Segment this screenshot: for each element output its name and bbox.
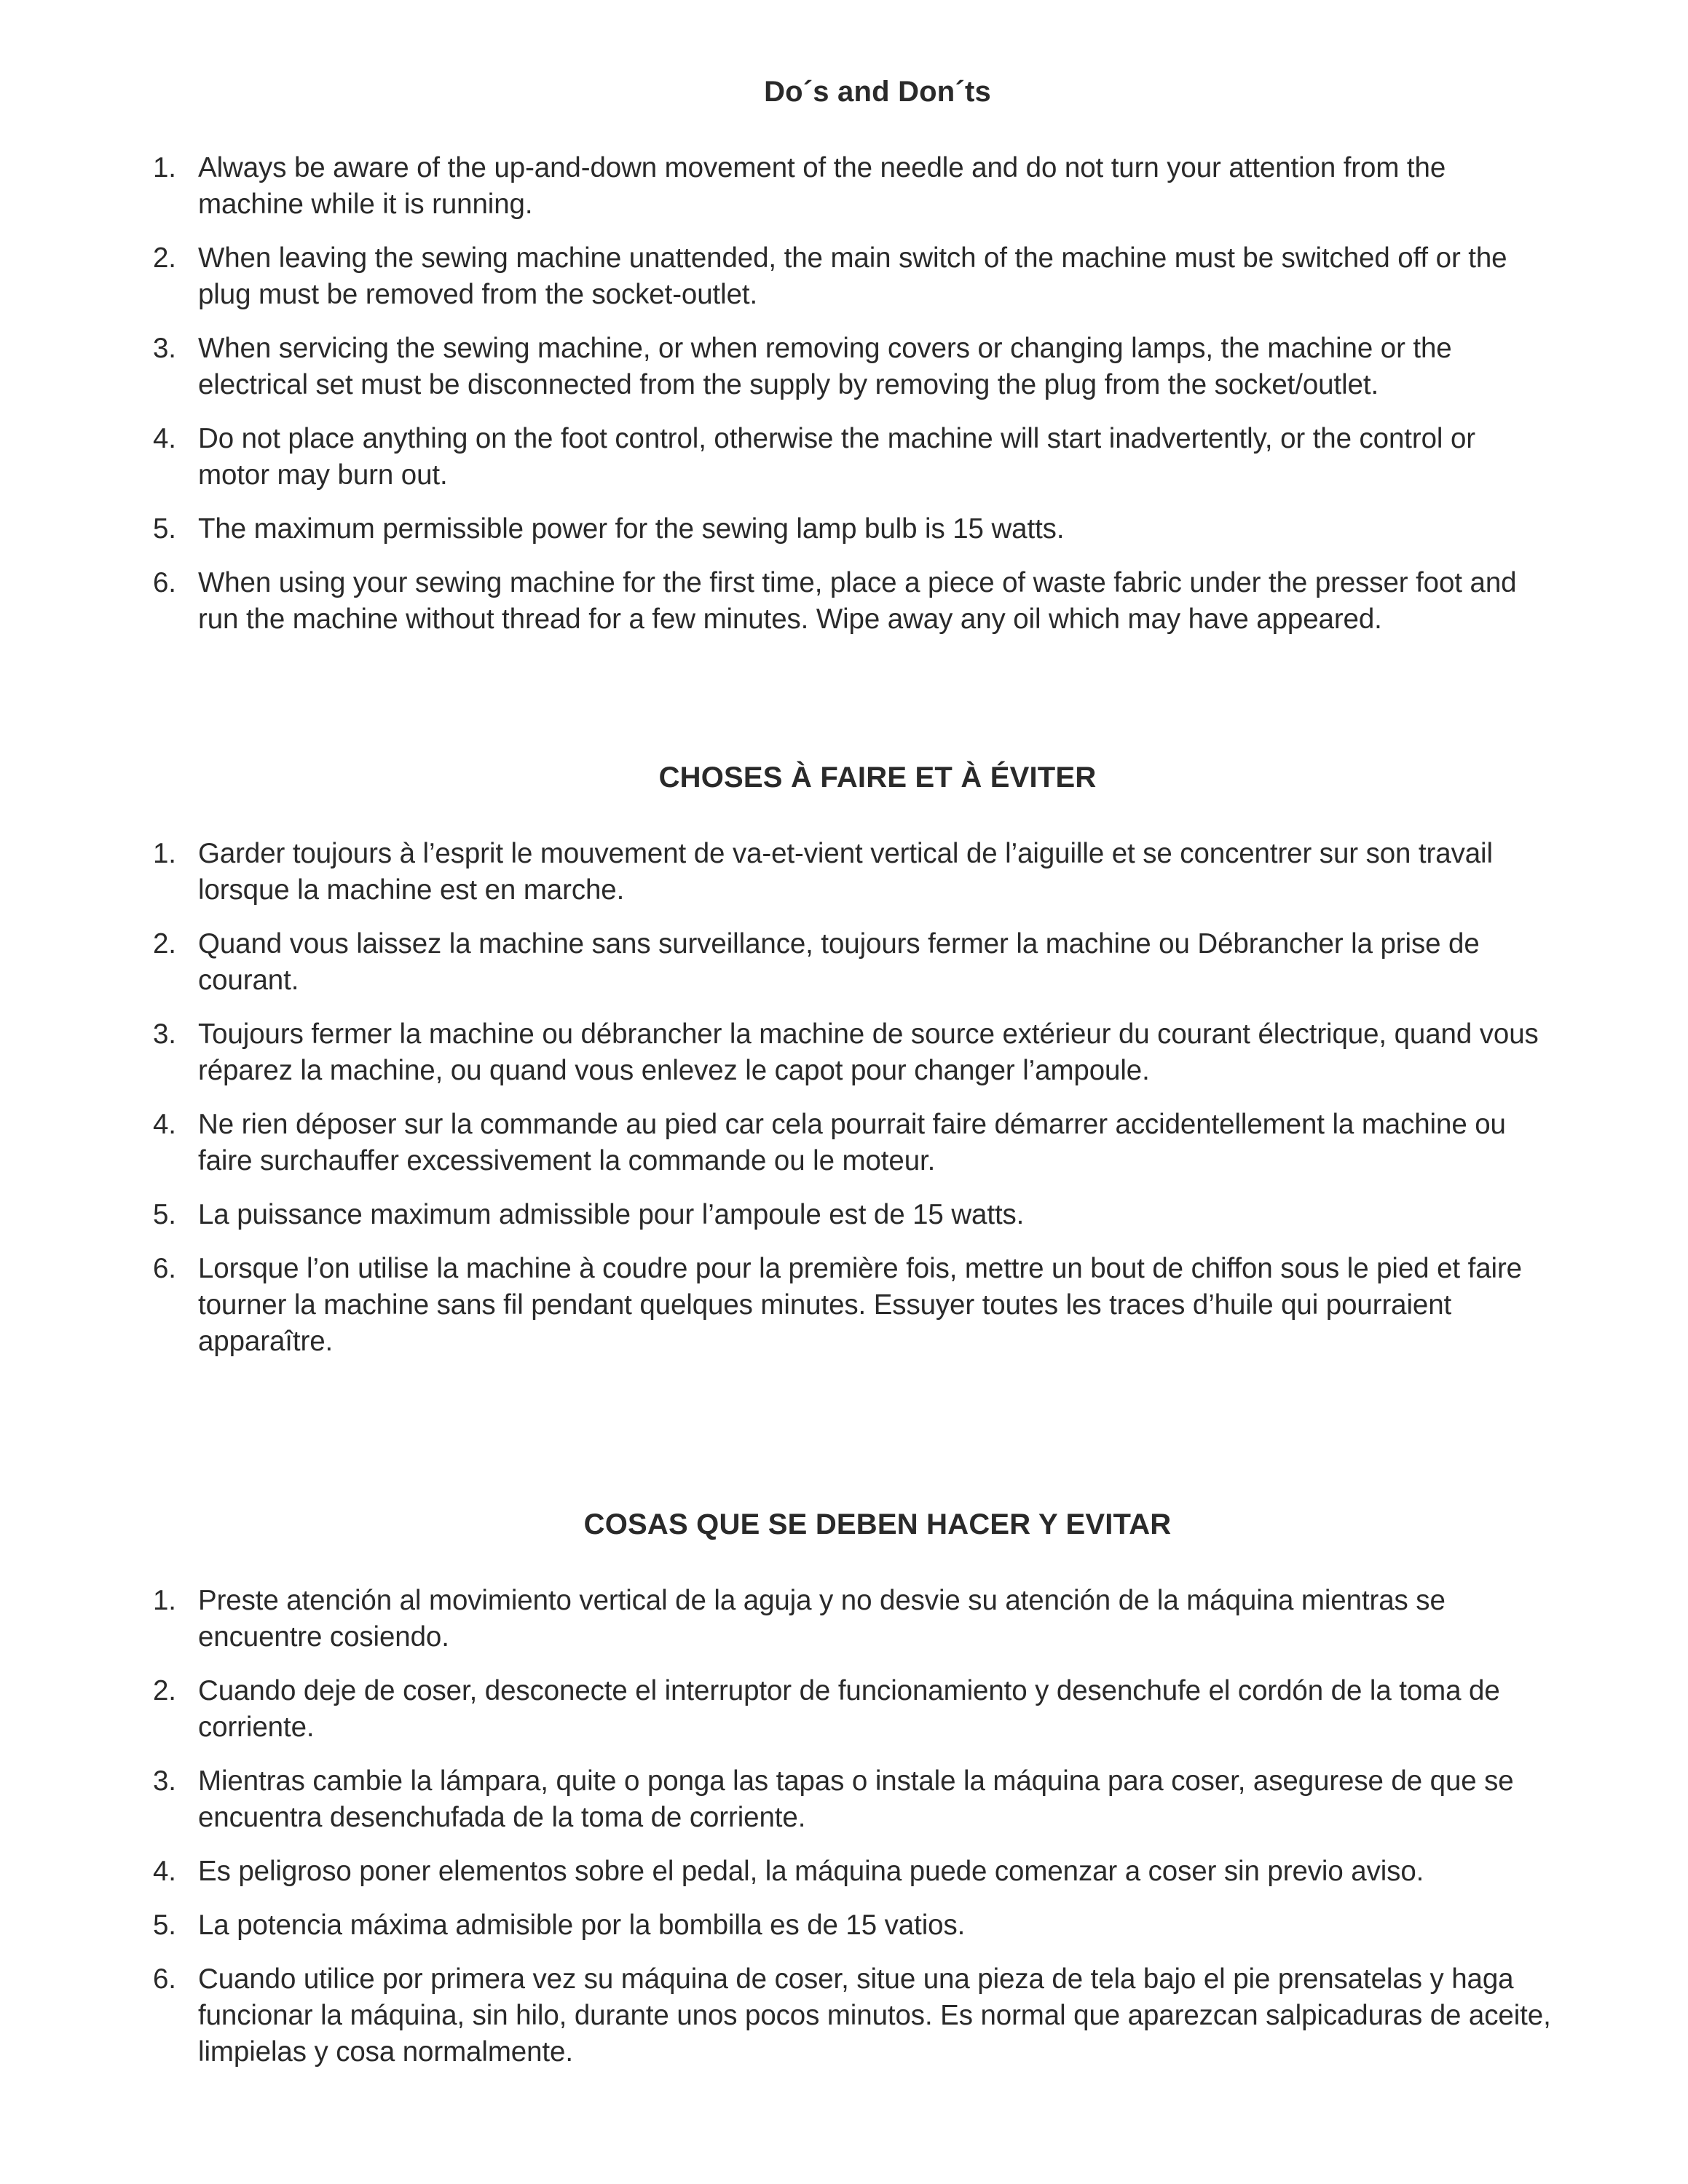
list-item — [153, 1583, 1551, 1655]
list-item — [153, 1853, 1551, 1890]
section-english — [153, 74, 1551, 655]
item-text: Toujours fermer la machine ou débrancher la machine de source extérieur du courant électrique, quand vous réparez la machine, ou quand vous enlevez le capot pour changer l’ampoule. — [198, 1018, 1539, 1086]
item-text: Lorsque l’on utilise la machine à coudre pour la première fois, mettre un bout de chiffon sous le pied et faire tourner la machine sans fil pendant quelques minutes. Essuyer toutes les traces d’huile qui pourraient apparaître. — [198, 1253, 1522, 1357]
instruction-list-english — [153, 150, 1551, 638]
list-item — [153, 150, 1551, 223]
section-title-english: Do´s and Don´ts — [764, 76, 991, 108]
item-number: 1. — [153, 838, 176, 869]
item-number: 6. — [153, 1253, 176, 1284]
item-number: 1. — [153, 1585, 176, 1616]
instruction-list-spanish — [153, 1583, 1551, 2070]
list-item — [153, 1673, 1551, 1746]
section-french — [153, 760, 1551, 1377]
item-text: La potencia máxima admisible por la bombilla es de 15 vatios. — [198, 1910, 966, 1941]
list-item — [153, 836, 1551, 909]
list-item — [153, 240, 1551, 313]
item-text: Always be aware of the up-and-down movement of the needle and do not turn your attention from the machine while it is running. — [198, 152, 1446, 220]
list-item — [153, 1907, 1551, 1944]
item-text: Preste atención al movimiento vertical de la aguja y no desvie su atención de la máquina mientras se encuentre cosiendo. — [198, 1585, 1446, 1653]
list-item — [153, 1961, 1551, 2070]
item-number: 1. — [153, 152, 176, 183]
item-text: Garder toujours à l’esprit le mouvement de va-et-vient vertical de l’aiguille et se concentrer sur son travail lorsque la machine est en marche. — [198, 838, 1493, 906]
item-number: 2. — [153, 1675, 176, 1706]
item-text: The maximum permissible power for the sewing lamp bulb is 15 watts. — [198, 513, 1065, 545]
item-text: Es peligroso poner elementos sobre el pedal, la máquina puede comenzar a coser sin previo aviso. — [198, 1856, 1424, 1887]
list-item — [153, 926, 1551, 999]
item-number: 5. — [153, 1199, 176, 1230]
item-text: La puissance maximum admissible pour l’ampoule est de 15 watts. — [198, 1199, 1025, 1230]
list-item — [153, 1107, 1551, 1179]
item-number: 2. — [153, 242, 176, 274]
item-text: When using your sewing machine for the first time, place a piece of waste fabric under the presser foot and run the machine without thread for a few minutes. Wipe away any oil which may have appeared. — [198, 567, 1517, 635]
item-number: 4. — [153, 1856, 176, 1887]
section-title-spanish: COSAS QUE SE DEBEN HACER Y EVITAR — [583, 1508, 1172, 1540]
item-text: Cuando utilice por primera vez su máquina de coser, situe una pieza de tela bajo el pie prensatelas y haga funcionar la máquina, sin hilo, durante unos pocos minutos. Es normal que aparezcan salpicaduras de aceite, limpielas y cosa normalmente. — [198, 1963, 1551, 2068]
list-item — [153, 331, 1551, 403]
item-text: Ne rien déposer sur la commande au pied car cela pourrait faire démarrer accidentellement la machine ou faire surchauffer excessivement la commande ou le moteur. — [198, 1109, 1506, 1176]
list-item — [153, 1016, 1551, 1089]
list-item — [153, 511, 1551, 547]
item-text: When leaving the sewing machine unattended, the main switch of the machine must be switched off or the plug must be removed from the socket-outlet. — [198, 242, 1507, 310]
item-number: 3. — [153, 333, 176, 364]
section-title-french: CHOSES À FAIRE ET À ÉVITER — [658, 761, 1097, 794]
item-number: 6. — [153, 567, 176, 598]
instruction-list-french — [153, 836, 1551, 1360]
list-item — [153, 1251, 1551, 1360]
item-number: 2. — [153, 928, 176, 960]
item-number: 4. — [153, 423, 176, 454]
item-text: Quand vous laissez la machine sans surveillance, toujours fermer la machine ou Débrancher la prise de courant. — [198, 928, 1480, 996]
list-item — [153, 565, 1551, 638]
item-number: 4. — [153, 1109, 176, 1140]
item-text: Cuando deje de coser, desconecte el interruptor de funcionamiento y desenchufe el cordón de la toma de corriente. — [198, 1675, 1500, 1743]
list-item — [153, 421, 1551, 494]
section-spanish — [153, 1507, 1551, 2088]
item-text: When servicing the sewing machine, or when removing covers or changing lamps, the machine or the electrical set must be disconnected from the supply by removing the plug from the socket/outlet. — [198, 333, 1452, 400]
item-text: Do not place anything on the foot control, otherwise the machine will start inadvertently, or the control or motor may burn out. — [198, 423, 1476, 491]
list-item — [153, 1197, 1551, 1233]
item-number: 6. — [153, 1963, 176, 1995]
item-number: 3. — [153, 1765, 176, 1797]
item-number: 5. — [153, 513, 176, 545]
list-item — [153, 1763, 1551, 1836]
item-number: 3. — [153, 1018, 176, 1050]
item-text: Mientras cambie la lámpara, quite o ponga las tapas o instale la máquina para coser, asegurese de que se encuentra desenchufada de la toma de corriente. — [198, 1765, 1514, 1833]
item-number: 5. — [153, 1910, 176, 1941]
